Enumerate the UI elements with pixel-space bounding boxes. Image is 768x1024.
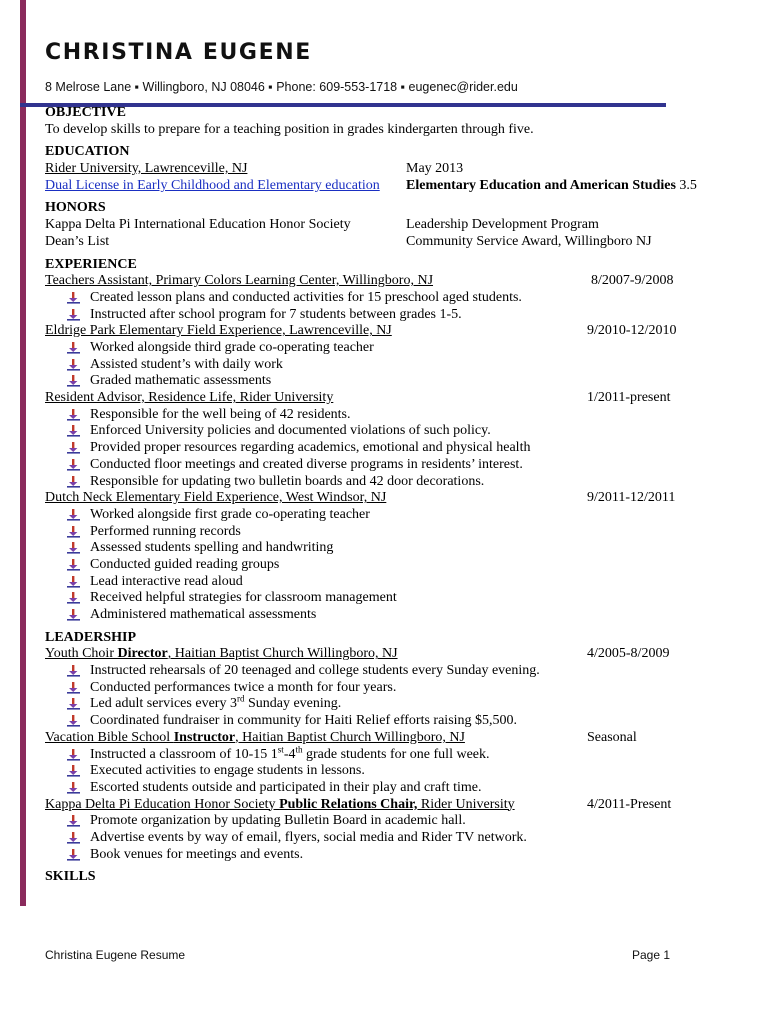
education-heading: EDUCATION <box>45 144 130 160</box>
ordinal-suffix: th <box>295 743 303 754</box>
bullet-arrow-icon <box>67 509 81 521</box>
bullet-arrow-icon <box>67 526 81 538</box>
bullet-text: Promote organization by updating Bulletin Board in academic hall. <box>90 813 466 829</box>
bullet-text: Worked alongside first grade co-operating teacher <box>90 506 370 522</box>
bullet-arrow-icon <box>67 698 81 710</box>
bullet-text: Conducted floor meetings and created diverse programs in residents’ interest. <box>90 456 523 472</box>
bullet-item <box>45 574 745 591</box>
skills-heading: SKILLS <box>45 869 96 885</box>
bullet-item <box>45 457 745 474</box>
bullet-item <box>45 540 745 557</box>
job-date: 8/2007-9/2008 <box>591 273 674 289</box>
bullet-text-part: grade students for one full week. <box>302 746 490 762</box>
bullet-arrow-icon <box>67 342 81 354</box>
job-title-row <box>45 323 745 340</box>
experience-heading: EXPERIENCE <box>45 256 137 272</box>
role-name: Public Relations Chair, <box>279 796 418 812</box>
bullet-text <box>90 693 342 712</box>
bullet-text: Provided proper resources regarding academics, emotional and physical health <box>90 440 531 456</box>
bullet-item <box>45 663 745 680</box>
job-date: 9/2010-12/2010 <box>587 323 677 339</box>
bullet-text: Conducted guided reading groups <box>90 556 280 572</box>
role-org: , Haitian Baptist Church Willingboro, NJ <box>167 646 398 662</box>
bullet-item <box>45 830 745 847</box>
bullet-text <box>90 743 490 762</box>
role-org: Youth Choir <box>45 646 118 662</box>
role-name: Instructor <box>173 729 236 745</box>
role-name: Director <box>117 646 168 662</box>
contact-line: 8 Melrose Lane ▪ Willingboro, NJ 08046 ▪ Phone: 609-553-1718 ▪ eugenec@rider.edu <box>45 80 518 94</box>
ordinal-suffix: rd <box>236 693 245 704</box>
education-gpa: 3.5 <box>679 177 697 193</box>
role-title <box>45 797 515 812</box>
honors-row <box>45 217 745 234</box>
honor-item: Kappa Delta Pi International Education Honor Society <box>45 217 351 233</box>
bullet-item <box>45 440 745 457</box>
bullet-text: Instructed after school program for 7 students between grades 1-5. <box>90 306 462 322</box>
bullet-arrow-icon <box>67 682 81 694</box>
education-degree-row <box>45 178 745 195</box>
bullet-text: Assisted student’s with daily work <box>90 356 283 372</box>
left-accent-bar <box>20 0 26 906</box>
role-date: 4/2005-8/2009 <box>587 646 670 662</box>
bullet-item <box>45 813 745 830</box>
footer-document-title: Christina Eugene Resume <box>45 948 186 962</box>
bullet-item <box>45 743 745 764</box>
bullet-item <box>45 607 745 624</box>
bullet-text-part: Instructed a classroom of 10-15 1 <box>90 746 278 762</box>
objective-text: To develop skills to prepare for a teaching position in grades kindergarten through five. <box>45 121 534 137</box>
role-title-row <box>45 797 745 814</box>
role-title <box>45 730 465 745</box>
bullet-item <box>45 590 745 607</box>
honors-row <box>45 234 745 251</box>
bullet-item <box>45 557 745 574</box>
bullet-arrow-icon <box>67 832 81 844</box>
bullet-arrow-icon <box>67 665 81 677</box>
bullet-text-part: -4 <box>283 746 296 762</box>
leadership-heading: LEADERSHIP <box>45 629 137 645</box>
bullet-arrow-icon <box>67 425 81 437</box>
bullet-text: Executed activities to engage students in lessons. <box>90 763 365 779</box>
bullet-text: Graded mathematic assessments <box>90 373 272 389</box>
resume-name: CHRISTINA EUGENE <box>45 40 312 65</box>
bullet-item <box>45 407 745 424</box>
bullet-text: Worked alongside third grade co-operating teacher <box>90 340 374 356</box>
bullet-item <box>45 507 745 524</box>
education-major: Elementary Education and American Studies <box>406 177 676 193</box>
bullet-item <box>45 357 745 374</box>
bullet-item <box>45 693 745 713</box>
bullet-arrow-icon <box>67 359 81 371</box>
bullet-text: Assessed students spelling and handwriting <box>90 540 334 556</box>
bullet-arrow-icon <box>67 375 81 387</box>
role-date: Seasonal <box>587 729 637 745</box>
honor-item: Leadership Development Program <box>406 217 599 233</box>
bullet-text: Responsible for updating two bulletin boards and 42 door decorations. <box>90 473 485 489</box>
role-org: Vacation Bible School <box>45 729 174 745</box>
degree-link[interactable]: Dual License in Early Childhood and Elementary education <box>45 177 380 193</box>
bullet-arrow-icon <box>67 442 81 454</box>
education-row <box>45 161 745 178</box>
bullet-item <box>45 847 745 864</box>
resume-body <box>45 105 745 886</box>
bullet-item <box>45 307 745 324</box>
bullet-text: Instructed rehearsals of 20 teenaged and college students every Sunday evening. <box>90 663 540 679</box>
job-title-row <box>45 273 745 290</box>
bullet-text: Administered mathematical assessments <box>90 607 317 623</box>
bullet-item <box>45 340 745 357</box>
bullet-item <box>45 680 745 697</box>
bullet-text: Coordinated fundraiser in community for Haiti Relief efforts raising $5,500. <box>90 713 518 729</box>
role-org: Kappa Delta Pi Education Honor Society <box>45 796 280 812</box>
role-date: 4/2011-Present <box>587 796 672 812</box>
bullet-text: Lead interactive read aloud <box>90 573 243 589</box>
bullet-item <box>45 290 745 307</box>
bullet-item <box>45 763 745 780</box>
honors-heading: HONORS <box>45 200 106 216</box>
bullet-text: Book venues for meetings and events. <box>90 846 304 862</box>
job-title: Resident Advisor, Residence Life, Rider University <box>45 390 334 406</box>
objective-heading: OBJECTIVE <box>45 105 126 120</box>
job-date: 9/2011-12/2011 <box>587 490 676 506</box>
education-major-group <box>406 178 697 195</box>
role-title-row <box>45 730 745 747</box>
honor-item: Dean’s List <box>45 233 110 249</box>
bullet-text: Enforced University policies and documented violations of such policy. <box>90 423 491 439</box>
education-date: May 2013 <box>406 161 464 177</box>
bullet-arrow-icon <box>67 292 81 304</box>
bullet-item <box>45 780 745 797</box>
role-title <box>45 646 398 661</box>
job-title: Dutch Neck Elementary Field Experience, West Windsor, NJ <box>45 490 387 506</box>
bullet-item <box>45 713 745 730</box>
bullet-arrow-icon <box>67 782 81 794</box>
bullet-item <box>45 524 745 541</box>
bullet-arrow-icon <box>67 765 81 777</box>
ordinal-suffix: st <box>277 743 284 754</box>
bullet-arrow-icon <box>67 542 81 554</box>
role-org: Rider University <box>417 796 515 812</box>
bullet-text-part: Led adult services every 3 <box>90 696 237 712</box>
job-title: Eldrige Park Elementary Field Experience, Lawrenceville, NJ <box>45 323 392 339</box>
education-school: Rider University, Lawrenceville, NJ <box>45 161 248 177</box>
footer-page-number: Page 1 <box>632 948 671 962</box>
bullet-arrow-icon <box>67 749 81 761</box>
bullet-text: Performed running records <box>90 523 241 539</box>
bullet-arrow-icon <box>67 609 81 621</box>
job-title: Teachers Assistant, Primary Colors Learning Center, Willingboro, NJ <box>45 273 434 289</box>
bullet-text: Created lesson plans and conducted activities for 15 preschool aged students. <box>90 289 522 305</box>
bullet-arrow-icon <box>67 576 81 588</box>
bullet-text-part: Sunday evening. <box>244 696 342 712</box>
bullet-item <box>45 373 745 390</box>
bullet-text: Responsible for the well being of 42 residents. <box>90 406 351 422</box>
bullet-item <box>45 423 745 440</box>
bullet-text: Advertise events by way of email, flyers, social media and Rider TV network. <box>90 829 527 845</box>
bullet-item <box>45 474 745 491</box>
bullet-arrow-icon <box>67 592 81 604</box>
bullet-arrow-icon <box>67 815 81 827</box>
bullet-arrow-icon <box>67 409 81 421</box>
bullet-arrow-icon <box>67 459 81 471</box>
bullet-text: Escorted students outside and participated in their play and craft time. <box>90 779 482 795</box>
job-title-row <box>45 390 745 407</box>
bullet-text: Received helpful strategies for classroom management <box>90 590 397 606</box>
bullet-arrow-icon <box>67 715 81 727</box>
bullet-arrow-icon <box>67 309 81 321</box>
job-title-row <box>45 490 745 507</box>
bullet-arrow-icon <box>67 559 81 571</box>
role-org: , Haitian Baptist Church Willingboro, NJ <box>235 729 465 745</box>
bullet-arrow-icon <box>67 849 81 861</box>
job-date: 1/2011-present <box>587 390 671 406</box>
bullet-arrow-icon <box>67 476 81 488</box>
role-title-row <box>45 646 745 663</box>
honor-item: Community Service Award, Willingboro NJ <box>406 233 652 249</box>
bullet-text: Conducted performances twice a month for four years. <box>90 679 397 695</box>
